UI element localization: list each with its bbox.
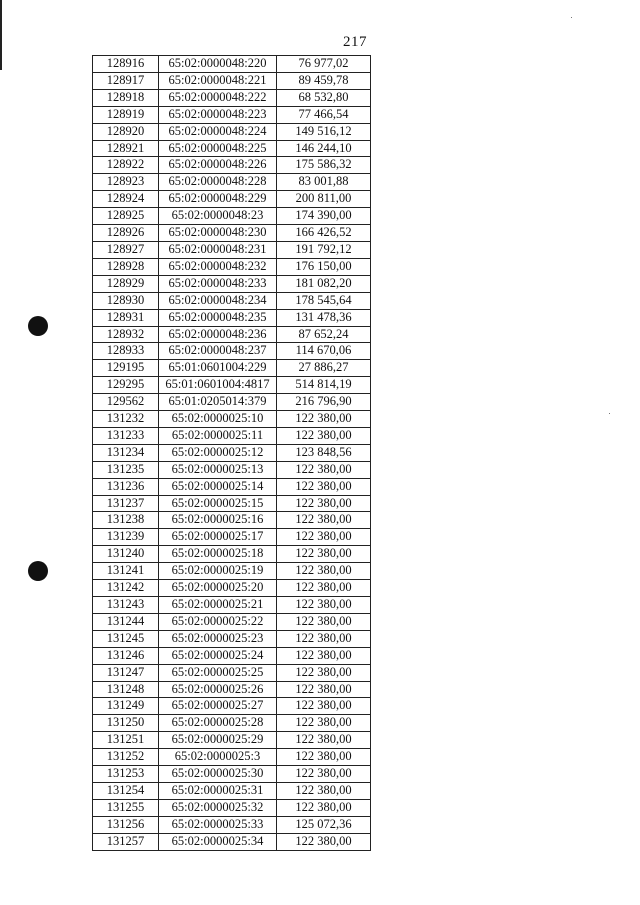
row-id-cell: 131235	[93, 461, 159, 478]
table-row	[93, 664, 371, 681]
value-cell: 122 380,00	[277, 495, 371, 512]
value-cell: 122 380,00	[277, 732, 371, 749]
table-row	[93, 597, 371, 614]
value-cell: 122 380,00	[277, 698, 371, 715]
value-cell: 87 652,24	[277, 326, 371, 343]
table-row	[93, 394, 371, 411]
table-row	[93, 444, 371, 461]
value-cell: 122 380,00	[277, 411, 371, 428]
value-cell: 122 380,00	[277, 580, 371, 597]
table-row	[93, 816, 371, 833]
row-id-cell: 131252	[93, 749, 159, 766]
value-cell: 178 545,64	[277, 292, 371, 309]
cadastral-number-cell: 65:02:0000048:223	[159, 106, 277, 123]
value-cell: 122 380,00	[277, 427, 371, 444]
table-row	[93, 89, 371, 106]
value-cell: 122 380,00	[277, 563, 371, 580]
row-id-cell: 128920	[93, 123, 159, 140]
row-id-cell: 128923	[93, 174, 159, 191]
row-id-cell: 131238	[93, 512, 159, 529]
cadastral-number-cell: 65:02:0000048:231	[159, 241, 277, 258]
row-id-cell: 131256	[93, 816, 159, 833]
cadastral-number-cell: 65:02:0000048:235	[159, 309, 277, 326]
row-id-cell: 129562	[93, 394, 159, 411]
cadastral-number-cell: 65:02:0000048:225	[159, 140, 277, 157]
cadastral-number-cell: 65:02:0000025:27	[159, 698, 277, 715]
value-cell: 114 670,06	[277, 343, 371, 360]
table-row	[93, 546, 371, 563]
cadastral-number-cell: 65:02:0000048:230	[159, 225, 277, 242]
table-row	[93, 698, 371, 715]
cadastral-number-cell: 65:02:0000025:28	[159, 715, 277, 732]
table-row	[93, 174, 371, 191]
value-cell: 122 380,00	[277, 597, 371, 614]
value-cell: 131 478,36	[277, 309, 371, 326]
value-cell: 122 380,00	[277, 833, 371, 850]
value-cell: 174 390,00	[277, 208, 371, 225]
row-id-cell: 128922	[93, 157, 159, 174]
cadastral-number-cell: 65:02:0000048:221	[159, 72, 277, 89]
cadastral-number-cell: 65:02:0000025:13	[159, 461, 277, 478]
scan-speck	[609, 413, 610, 414]
cadastral-number-cell: 65:02:0000048:229	[159, 191, 277, 208]
row-id-cell: 131236	[93, 478, 159, 495]
value-cell: 76 977,02	[277, 56, 371, 73]
table-row	[93, 715, 371, 732]
row-id-cell: 131255	[93, 799, 159, 816]
row-id-cell: 131247	[93, 664, 159, 681]
row-id-cell: 131240	[93, 546, 159, 563]
cadastral-number-cell: 65:02:0000048:220	[159, 56, 277, 73]
row-id-cell: 128933	[93, 343, 159, 360]
cadastral-number-cell: 65:02:0000025:15	[159, 495, 277, 512]
table-row	[93, 343, 371, 360]
table-row	[93, 512, 371, 529]
table-row	[93, 191, 371, 208]
cadastral-number-cell: 65:02:0000048:234	[159, 292, 277, 309]
cadastral-number-cell: 65:02:0000025:30	[159, 766, 277, 783]
table-row	[93, 360, 371, 377]
table-row	[93, 292, 371, 309]
table-row	[93, 563, 371, 580]
value-cell: 122 380,00	[277, 613, 371, 630]
cadastral-number-cell: 65:01:0205014:379	[159, 394, 277, 411]
table-row	[93, 833, 371, 850]
row-id-cell: 128930	[93, 292, 159, 309]
row-id-cell: 131234	[93, 444, 159, 461]
row-id-cell: 131242	[93, 580, 159, 597]
cadastral-number-cell: 65:02:0000025:10	[159, 411, 277, 428]
cadastral-number-cell: 65:02:0000025:24	[159, 647, 277, 664]
table-row	[93, 529, 371, 546]
table-row	[93, 326, 371, 343]
value-cell: 122 380,00	[277, 715, 371, 732]
cadastral-number-cell: 65:02:0000025:23	[159, 630, 277, 647]
cadastral-number-cell: 65:02:0000048:236	[159, 326, 277, 343]
value-cell: 200 811,00	[277, 191, 371, 208]
table-row	[93, 782, 371, 799]
value-cell: 122 380,00	[277, 478, 371, 495]
cadastral-number-cell: 65:02:0000025:12	[159, 444, 277, 461]
table-row	[93, 749, 371, 766]
value-cell: 122 380,00	[277, 512, 371, 529]
table-row	[93, 630, 371, 647]
table-row	[93, 72, 371, 89]
cadastral-number-cell: 65:02:0000025:16	[159, 512, 277, 529]
table-row	[93, 613, 371, 630]
value-cell: 122 380,00	[277, 766, 371, 783]
value-cell: 514 814,19	[277, 377, 371, 394]
value-cell: 149 516,12	[277, 123, 371, 140]
value-cell: 27 886,27	[277, 360, 371, 377]
row-id-cell: 128931	[93, 309, 159, 326]
value-cell: 122 380,00	[277, 681, 371, 698]
registry-table	[92, 55, 371, 851]
value-cell: 122 380,00	[277, 799, 371, 816]
cadastral-number-cell: 65:02:0000025:32	[159, 799, 277, 816]
cadastral-number-cell: 65:02:0000025:17	[159, 529, 277, 546]
table-row	[93, 732, 371, 749]
cadastral-number-cell: 65:01:0601004:4817	[159, 377, 277, 394]
row-id-cell: 128925	[93, 208, 159, 225]
table-row	[93, 427, 371, 444]
row-id-cell: 131245	[93, 630, 159, 647]
row-id-cell: 131251	[93, 732, 159, 749]
row-id-cell: 131239	[93, 529, 159, 546]
scan-speck	[571, 17, 572, 18]
row-id-cell: 128924	[93, 191, 159, 208]
cadastral-number-cell: 65:02:0000025:3	[159, 749, 277, 766]
table-row	[93, 123, 371, 140]
cadastral-number-cell: 65:02:0000048:232	[159, 258, 277, 275]
value-cell: 122 380,00	[277, 461, 371, 478]
cadastral-number-cell: 65:02:0000048:226	[159, 157, 277, 174]
cadastral-number-cell: 65:02:0000025:14	[159, 478, 277, 495]
cadastral-number-cell: 65:02:0000025:18	[159, 546, 277, 563]
page-number: 217	[343, 34, 367, 50]
value-cell: 175 586,32	[277, 157, 371, 174]
table-row	[93, 681, 371, 698]
table-row	[93, 411, 371, 428]
value-cell: 181 082,20	[277, 275, 371, 292]
value-cell: 122 380,00	[277, 630, 371, 647]
row-id-cell: 131246	[93, 647, 159, 664]
value-cell: 68 532,80	[277, 89, 371, 106]
value-cell: 122 380,00	[277, 782, 371, 799]
row-id-cell: 131237	[93, 495, 159, 512]
table-row	[93, 208, 371, 225]
value-cell: 146 244,10	[277, 140, 371, 157]
value-cell: 89 459,78	[277, 72, 371, 89]
row-id-cell: 128918	[93, 89, 159, 106]
cadastral-number-cell: 65:02:0000025:21	[159, 597, 277, 614]
cadastral-number-cell: 65:02:0000025:11	[159, 427, 277, 444]
cadastral-number-cell: 65:02:0000025:25	[159, 664, 277, 681]
row-id-cell: 131244	[93, 613, 159, 630]
cadastral-number-cell: 65:02:0000025:22	[159, 613, 277, 630]
value-cell: 191 792,12	[277, 241, 371, 258]
cadastral-number-cell: 65:01:0601004:229	[159, 360, 277, 377]
cadastral-number-cell: 65:02:0000048:237	[159, 343, 277, 360]
table-row	[93, 461, 371, 478]
row-id-cell: 131241	[93, 563, 159, 580]
row-id-cell: 131243	[93, 597, 159, 614]
value-cell: 122 380,00	[277, 647, 371, 664]
table-row	[93, 275, 371, 292]
cadastral-number-cell: 65:02:0000025:20	[159, 580, 277, 597]
value-cell: 166 426,52	[277, 225, 371, 242]
value-cell: 77 466,54	[277, 106, 371, 123]
value-cell: 83 001,88	[277, 174, 371, 191]
table-row	[93, 106, 371, 123]
row-id-cell: 128921	[93, 140, 159, 157]
row-id-cell: 128919	[93, 106, 159, 123]
value-cell: 122 380,00	[277, 529, 371, 546]
scan-left-edge	[0, 0, 2, 70]
cadastral-number-cell: 65:02:0000048:222	[159, 89, 277, 106]
table-row	[93, 647, 371, 664]
row-id-cell: 129195	[93, 360, 159, 377]
row-id-cell: 128927	[93, 241, 159, 258]
punch-hole	[28, 561, 48, 581]
row-id-cell: 131253	[93, 766, 159, 783]
row-id-cell: 131232	[93, 411, 159, 428]
cadastral-number-cell: 65:02:0000025:34	[159, 833, 277, 850]
value-cell: 123 848,56	[277, 444, 371, 461]
row-id-cell: 128932	[93, 326, 159, 343]
row-id-cell: 129295	[93, 377, 159, 394]
table-row	[93, 766, 371, 783]
row-id-cell: 131249	[93, 698, 159, 715]
cadastral-number-cell: 65:02:0000025:29	[159, 732, 277, 749]
table-row	[93, 225, 371, 242]
table-row	[93, 140, 371, 157]
table-row	[93, 799, 371, 816]
row-id-cell: 128928	[93, 258, 159, 275]
table-row	[93, 157, 371, 174]
value-cell: 122 380,00	[277, 749, 371, 766]
table-row	[93, 56, 371, 73]
value-cell: 125 072,36	[277, 816, 371, 833]
row-id-cell: 131257	[93, 833, 159, 850]
row-id-cell: 128929	[93, 275, 159, 292]
value-cell: 176 150,00	[277, 258, 371, 275]
value-cell: 122 380,00	[277, 546, 371, 563]
row-id-cell: 128917	[93, 72, 159, 89]
row-id-cell: 131250	[93, 715, 159, 732]
table-row	[93, 258, 371, 275]
cadastral-number-cell: 65:02:0000025:26	[159, 681, 277, 698]
cadastral-number-cell: 65:02:0000025:33	[159, 816, 277, 833]
cadastral-number-cell: 65:02:0000048:233	[159, 275, 277, 292]
table-row	[93, 241, 371, 258]
cadastral-number-cell: 65:02:0000048:224	[159, 123, 277, 140]
table-row	[93, 377, 371, 394]
cadastral-number-cell: 65:02:0000048:228	[159, 174, 277, 191]
table-row	[93, 309, 371, 326]
cadastral-number-cell: 65:02:0000048:23	[159, 208, 277, 225]
punch-hole	[28, 316, 48, 336]
row-id-cell: 131254	[93, 782, 159, 799]
row-id-cell: 131233	[93, 427, 159, 444]
registry-table-body	[93, 56, 371, 851]
row-id-cell: 128926	[93, 225, 159, 242]
table-row	[93, 495, 371, 512]
value-cell: 122 380,00	[277, 664, 371, 681]
cadastral-number-cell: 65:02:0000025:31	[159, 782, 277, 799]
row-id-cell: 131248	[93, 681, 159, 698]
row-id-cell: 128916	[93, 56, 159, 73]
value-cell: 216 796,90	[277, 394, 371, 411]
table-row	[93, 580, 371, 597]
table-row	[93, 478, 371, 495]
cadastral-number-cell: 65:02:0000025:19	[159, 563, 277, 580]
